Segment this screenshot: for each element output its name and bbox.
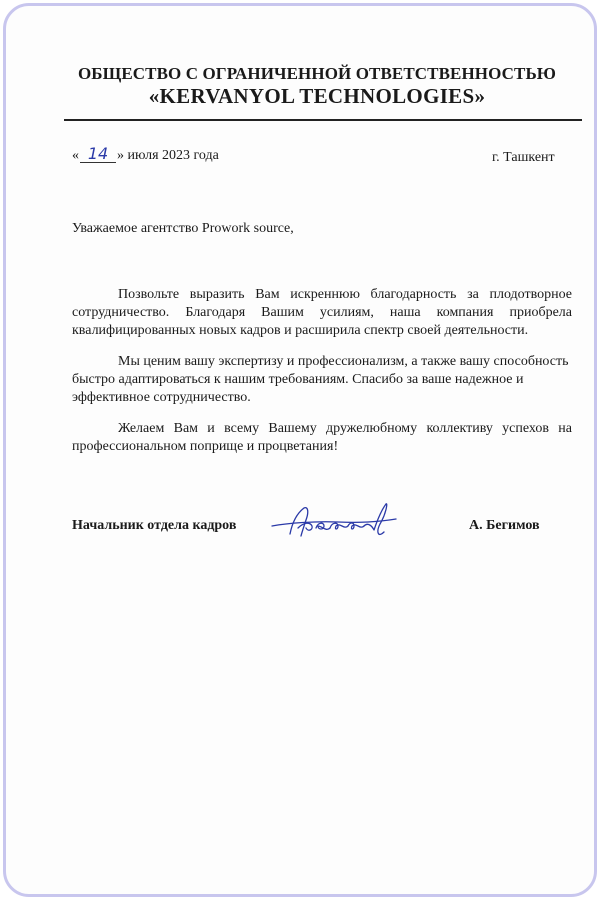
letter-body bbox=[72, 286, 572, 469]
signatory-name: А. Бегимов bbox=[469, 518, 540, 533]
document-frame bbox=[3, 3, 597, 897]
letter-date bbox=[72, 144, 219, 164]
company-legal-form: ОБЩЕСТВО С ОГРАНИЧЕННОЙ ОТВЕТСТВЕННОСТЬЮ bbox=[77, 64, 557, 83]
date-month-year: » июля 2023 года bbox=[117, 148, 219, 163]
date-day-handwritten: 14 bbox=[80, 147, 116, 163]
paragraph-gratitude: Позвольте выразить Вам искреннюю благодарность за плодотворное сотрудничество. Благодаря Вашим усилиям, наша компания приобрела квалифицированных новых кадров и расширила спектр своей деятельности. bbox=[72, 287, 572, 338]
letter-greeting: Уважаемое агентство Prowork source, bbox=[72, 221, 294, 236]
signatory-title: Начальник отдела кадров bbox=[72, 518, 237, 533]
paragraph-wishes: Желаем Вам и всему Вашему дружелюбному коллективу успехов на профессиональном поприще и процветания! bbox=[72, 421, 572, 454]
header-divider bbox=[64, 119, 582, 121]
date-open-quote: « bbox=[72, 148, 79, 163]
handwritten-signature-icon bbox=[268, 496, 403, 546]
letter-page bbox=[6, 6, 594, 894]
paragraph-expertise: Мы ценим вашу экспертизу и профессионализм, а также вашу способность быстро адаптироваться к нашим требованиям. Спасибо за ваше надежное и эффективное сотрудничество. bbox=[72, 354, 569, 405]
letter-city: г. Ташкент bbox=[492, 150, 555, 165]
company-name: «KERVANYOL TECHNOLOGIES» bbox=[148, 84, 486, 108]
